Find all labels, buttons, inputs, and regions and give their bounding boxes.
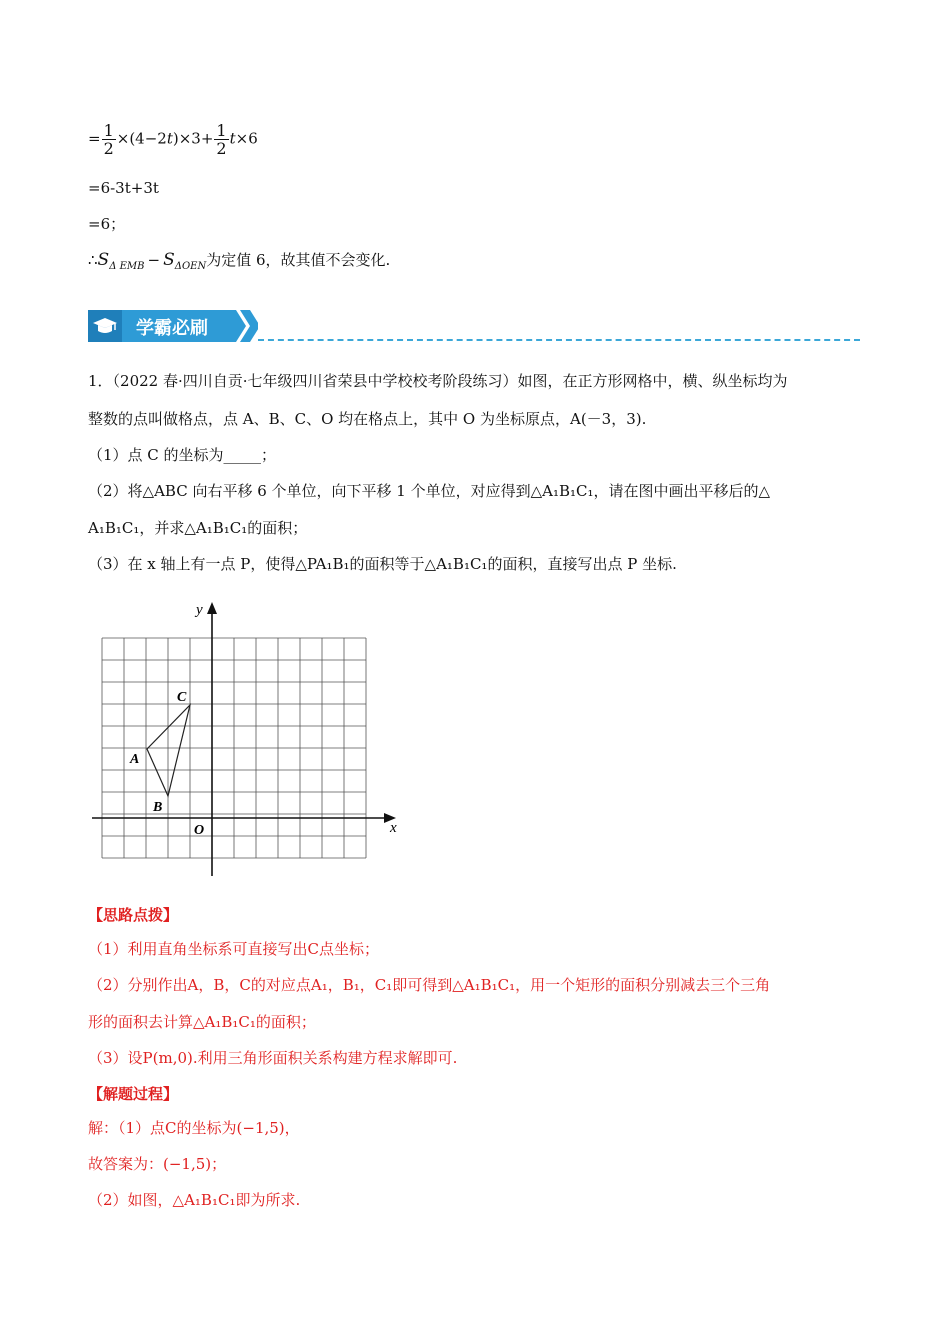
solution-title: 【解题过程】 [88, 1085, 179, 1103]
origin-label: O [194, 823, 205, 838]
point-a-label: A [130, 752, 140, 767]
subscript-emb: Δ EMB [109, 261, 145, 272]
point-c-label: C [177, 690, 187, 705]
hint-1: （1）利用直角坐标系可直接写出C点坐标； [88, 940, 380, 958]
hint-2a: （2）分别作出A，B，C的对应点A₁，B₁，C₁即可得到△A₁B₁C₁，用一个矩形的面积分别减去三个三角 [88, 976, 771, 994]
question-1: （1）点 C 的坐标为_____； [88, 446, 277, 464]
hint-title: 【思路点拨】 [88, 906, 179, 924]
coordinate-grid-figure [86, 596, 410, 880]
y-axis-label: y [196, 602, 203, 618]
hint-2b: 形的面积去计算△A₁B₁C₁的面积； [88, 1013, 316, 1031]
calc-line-1 [88, 122, 258, 157]
fraction-half-1 [102, 122, 116, 157]
calc-line-3: =6； [88, 215, 126, 233]
section-banner [88, 308, 258, 344]
question-2b: A₁B₁C₁，并求△A₁B₁C₁的面积； [88, 519, 308, 537]
calc-part2: )×3+ [172, 129, 214, 148]
calc-eq: = [88, 129, 101, 148]
banner-dashed-line [258, 339, 860, 341]
solution-2: 故答案为：(−1,5)； [88, 1155, 227, 1173]
problem-line-1: 1．（2022 春·四川自贡·七年级四川省荣县中学校校考阶段练习）如图，在正方形网格中，横、纵坐标均为 [88, 372, 788, 390]
question-2a: （2）将△ABC 向右平移 6 个单位，向下平移 1 个单位，对应得到△A₁B₁C₁，请在图中画出平移后的△ [88, 482, 771, 500]
frac-num: 1 [103, 121, 114, 140]
subscript-oen: ΔOEN [174, 261, 207, 272]
frac-num: 1 [216, 121, 227, 140]
banner-title: 学霸必刷 [136, 318, 208, 339]
triangle-abc [147, 705, 190, 796]
point-b-label: B [153, 800, 163, 815]
minus-sign: − [147, 251, 161, 269]
hint-3: （3）设P(m,0).利用三角形面积关系构建方程求解即可. [88, 1049, 458, 1067]
grid-lines [102, 638, 366, 858]
calc-line-4 [88, 249, 390, 278]
calc-part3: ×6 [235, 129, 258, 148]
calc-t2: t [229, 129, 236, 148]
question-3: （3）在 x 轴上有一点 P，使得△PA₁B₁的面积等于△A₁B₁C₁的面积，直接写出点 P 坐标. [88, 555, 677, 573]
therefore-symbol: ∴ [88, 251, 98, 269]
frac-den: 2 [103, 139, 114, 158]
calc-part1: ×(4−2 [116, 129, 167, 148]
frac-den: 2 [216, 139, 227, 158]
fraction-half-2 [214, 122, 228, 157]
area-symbol: S [163, 250, 175, 270]
y-axis-arrow [207, 602, 217, 614]
calc-line-2: =6-3t+3t [88, 179, 159, 197]
calc-conclusion: 为定值 6，故其值不会变化. [206, 251, 391, 269]
problem-line-2: 整数的点叫做格点，点 A、B、C、O 均在格点上，其中 O 为坐标原点，A(－3，3). [88, 410, 647, 428]
calc-t: t [166, 129, 173, 148]
x-axis-label: x [390, 820, 397, 836]
solution-3: （2）如图，△A₁B₁C₁即为所求. [88, 1191, 301, 1209]
area-symbol: S [97, 250, 110, 270]
solution-1: 解：（1）点C的坐标为(−1,5)， [88, 1119, 300, 1137]
